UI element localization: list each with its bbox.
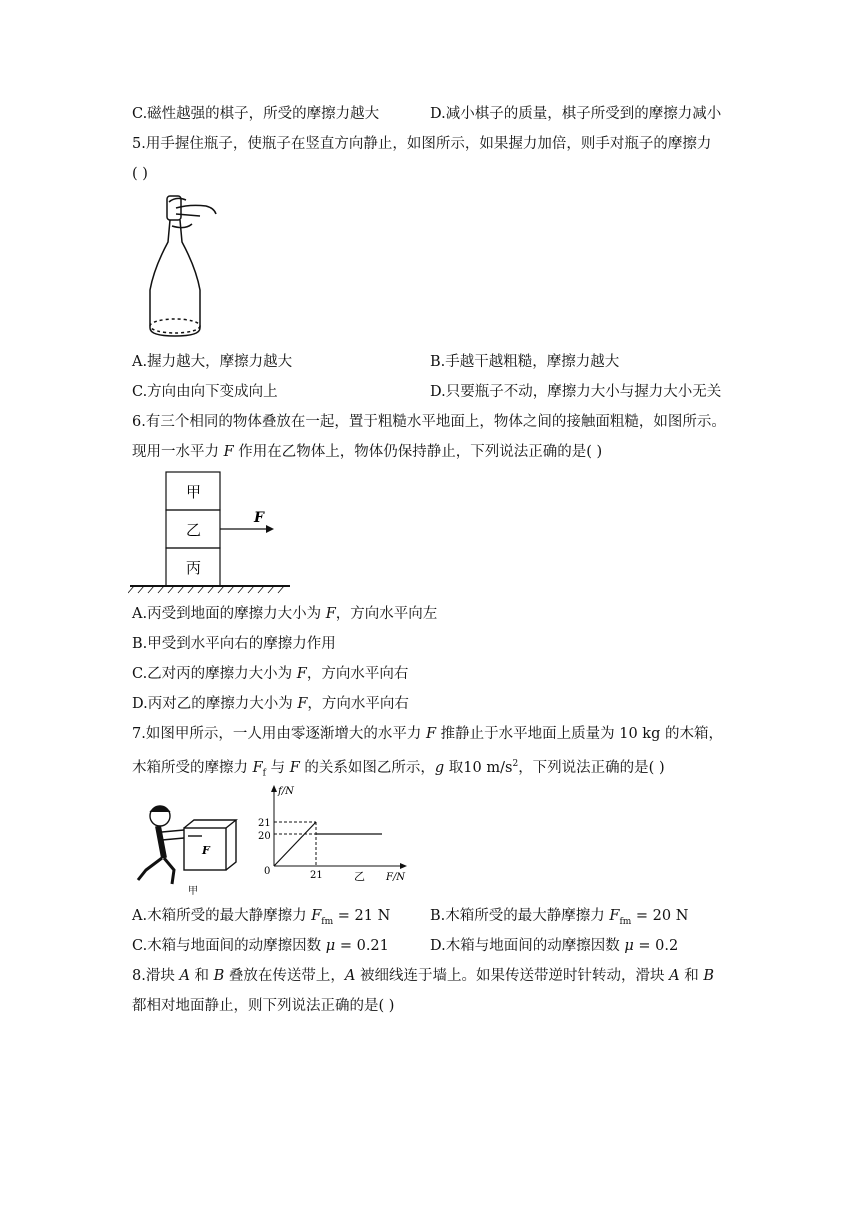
graph-x-tick-21: 21 xyxy=(310,870,323,881)
block-mid-label: 乙 xyxy=(186,521,202,539)
bottle-figure xyxy=(140,190,220,342)
q5-stem-line1: 5.用手握住瓶子，使瓶子在竖直方向静止，如图所示，如果握力加倍，则手对瓶子的摩擦力 xyxy=(132,136,712,152)
stacked-blocks-figure xyxy=(128,470,298,596)
q5-option-b: B.手越干越粗糙，摩擦力越大 xyxy=(430,354,620,370)
q8-stem-line1: 8.滑块 A 和 B 叠放在传送带上，A 被细线连于墙上。如果传送带逆时针转动，滑块 A 和 B xyxy=(132,968,714,984)
q6-option-b: B.甲受到水平向右的摩擦力作用 xyxy=(132,636,336,652)
q7-option-d: D.木箱与地面间的动摩擦因数 μ = 0.2 xyxy=(430,938,679,954)
friction-graph xyxy=(254,782,414,886)
q7-option-c: C.木箱与地面间的动摩擦因数 μ = 0.21 xyxy=(132,938,389,954)
q6-option-c: C.乙对丙的摩擦力大小为 F，方向水平向右 xyxy=(132,666,409,682)
q4-option-d: D.减小棋子的质量，棋子所受到的摩擦力减小 xyxy=(430,106,722,122)
q6-stem-line2: 现用一水平力 F 作用在乙物体上，物体仍保持静止，下列说法正确的是( ) xyxy=(132,444,603,460)
figure-b-caption: 乙 xyxy=(354,870,365,883)
q5-stem-line2: ( ) xyxy=(132,166,148,182)
pushing-box-figure xyxy=(132,800,242,896)
figure-a-caption: 甲 xyxy=(188,886,198,896)
graph-y-label: f/N xyxy=(278,786,294,797)
q6-stem-line1: 6.有三个相同的物体叠放在一起，置于粗糙水平地面上，物体之间的接触面粗糙，如图所示。 xyxy=(132,414,726,430)
q7-stem-line1: 7.如图甲所示，一人用由零逐渐增大的水平力 F 推静止于水平地面上质量为 10 kg 的木箱， xyxy=(132,726,723,742)
q5-option-d: D.只要瓶子不动，摩擦力大小与握力大小无关 xyxy=(430,384,722,400)
q5-option-c: C.方向由向下变成向上 xyxy=(132,384,278,400)
q7-option-a: A.木箱所受的最大静摩擦力 $F_{fm} = 21$ N xyxy=(132,908,391,927)
graph-origin: 0 xyxy=(264,866,271,877)
q5-option-a: A.握力越大，摩擦力越大 xyxy=(132,354,293,370)
block-bottom-label: 丙 xyxy=(186,559,202,577)
q4-option-c: C.磁性越强的棋子，所受的摩擦力越大 xyxy=(132,106,380,122)
q6-option-a: A.丙受到地面的摩擦力大小为 F，方向水平向左 xyxy=(132,606,438,622)
block-top-label: 甲 xyxy=(186,483,202,501)
graph-y-tick-21: 21 xyxy=(258,818,271,829)
q6-option-d: D.丙对乙的摩擦力大小为 F，方向水平向右 xyxy=(132,696,409,712)
graph-y-tick-20: 20 xyxy=(258,831,271,842)
q7-option-b: B.木箱所受的最大静摩擦力 $F_{fm} = 20$ N xyxy=(430,908,689,927)
graph-x-label: F/N xyxy=(386,872,406,883)
box-force-label: F xyxy=(202,844,210,857)
q8-stem-line2: 都相对地面静止，则下列说法正确的是( ) xyxy=(132,998,395,1014)
q7-stem-line2: 木箱所受的摩擦力 $F_f$ 与 F 的关系如图乙所示，g 取10 $m/s^2$，下列说法正确的是( ) xyxy=(132,759,665,779)
force-label: F xyxy=(254,510,264,526)
